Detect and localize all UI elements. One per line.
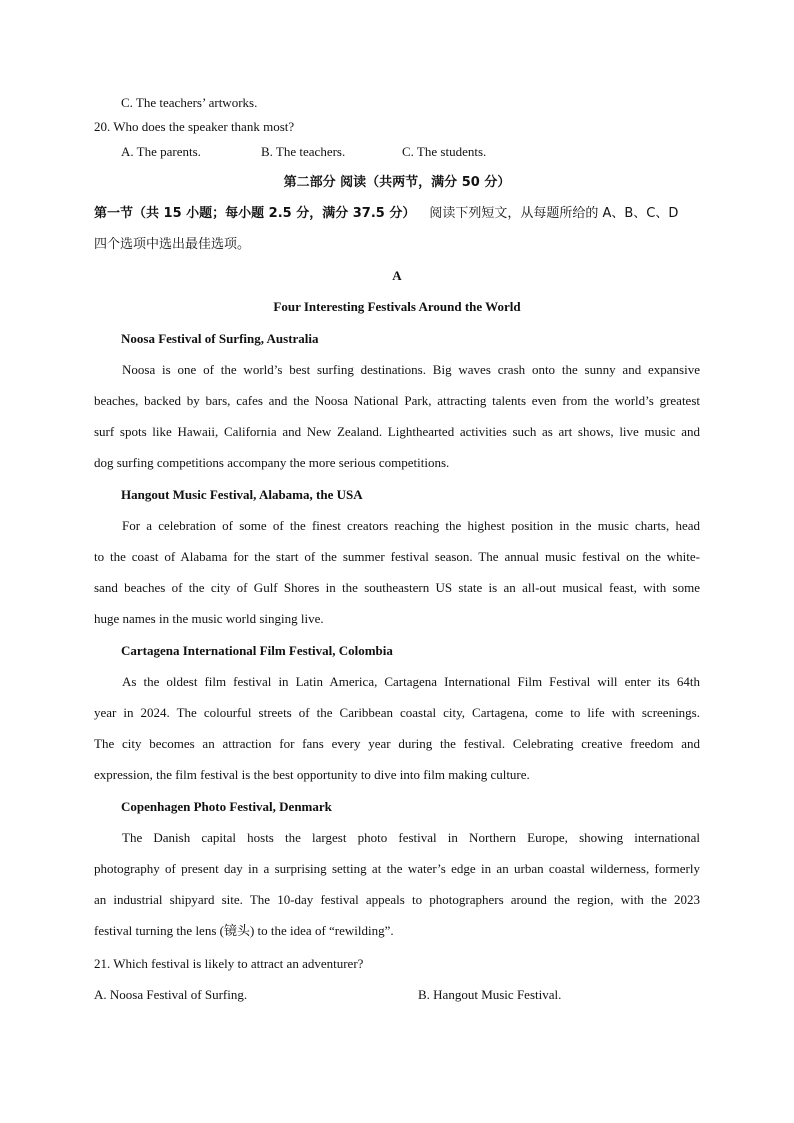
section1-instruction-line2: 四个选项中选出最佳选项。 xyxy=(94,237,251,252)
festival-line: beaches, backed by bars, cafes and the Noosa National Park, attracting talents even from the world’s greatest xyxy=(94,393,700,408)
festival-heading: Noosa Festival of Surfing, Australia xyxy=(121,331,319,346)
festival-line: year in 2024. The colourful streets of the Caribbean coastal city, Cartagena, come to life with screenings. xyxy=(94,705,700,720)
part2-header: 第二部分 阅读（共两节，满分 50 分） xyxy=(283,175,511,190)
festival-line: dog surfing competitions accompany the more serious competitions. xyxy=(94,455,450,470)
festival-line: surf spots like Hawaii, California and New Zealand. Lighthearted activities such as art shows, live music and xyxy=(94,424,700,439)
festival-line: expression, the film festival is the best opportunity to dive into film making culture. xyxy=(94,767,530,782)
section1-instruction-row xyxy=(94,206,678,222)
q20-option-c: C. The students. xyxy=(402,144,487,159)
festival-line: photography of present day in a surprising setting at the water’s edge in an urban coastal wilderness, formerly xyxy=(94,861,700,876)
festival-line: The Danish capital hosts the largest photo festival in Northern Europe, showing international xyxy=(122,830,700,845)
q20-option-b: B. The teachers. xyxy=(261,144,346,159)
festival-heading: Copenhagen Photo Festival, Denmark xyxy=(121,799,332,814)
passage-letter: A xyxy=(392,268,402,283)
q20-question: 20. Who does the speaker thank most? xyxy=(94,119,295,134)
festival-line: sand beaches of the city of Gulf Shores in the southeastern US state is an all-out musical feast, with some xyxy=(94,580,700,595)
q20-option-a: A. The parents. xyxy=(121,144,201,159)
festival-line: Noosa is one of the world’s best surfing destinations. Big waves crash onto the sunny and expansive xyxy=(122,362,700,377)
festival-line: huge names in the music world singing live. xyxy=(94,611,324,626)
festival-line: to the coast of Alabama for the start of the summer festival season. The annual music festival on the white- xyxy=(94,549,700,564)
section1-instruction-line1: 阅读下列短文，从每题所给的 A、B、C、D xyxy=(429,206,679,221)
festival-line: an industrial shipyard site. The 10-day festival appeals to photographers around the region, with the 2023 xyxy=(94,892,700,907)
festival-heading: Hangout Music Festival, Alabama, the USA xyxy=(121,487,363,502)
q21-question: 21. Which festival is likely to attract an adventurer? xyxy=(94,956,364,971)
festival-line: For a celebration of some of the finest creators reaching the highest position in the music charts, head xyxy=(122,518,700,533)
section1-title: 第一节（共 15 小题；每小题 2.5 分，满分 37.5 分） xyxy=(94,206,416,221)
passage-title: Four Interesting Festivals Around the World xyxy=(273,299,521,314)
q19-option-c: C. The teachers’ artworks. xyxy=(121,95,258,110)
q21-option-b: B. Hangout Music Festival. xyxy=(418,987,562,1002)
q21-option-a: A. Noosa Festival of Surfing. xyxy=(94,987,248,1002)
festival-heading: Cartagena International Film Festival, Colombia xyxy=(121,643,393,658)
festival-line: festival turning the lens (镜头) to the idea of “rewilding”. xyxy=(94,923,394,938)
festival-line: As the oldest film festival in Latin America, Cartagena International Film Festival will enter its 64th xyxy=(122,674,700,689)
festival-line: The city becomes an attraction for fans every year during the festival. Celebrating creative freedom and xyxy=(94,736,700,751)
